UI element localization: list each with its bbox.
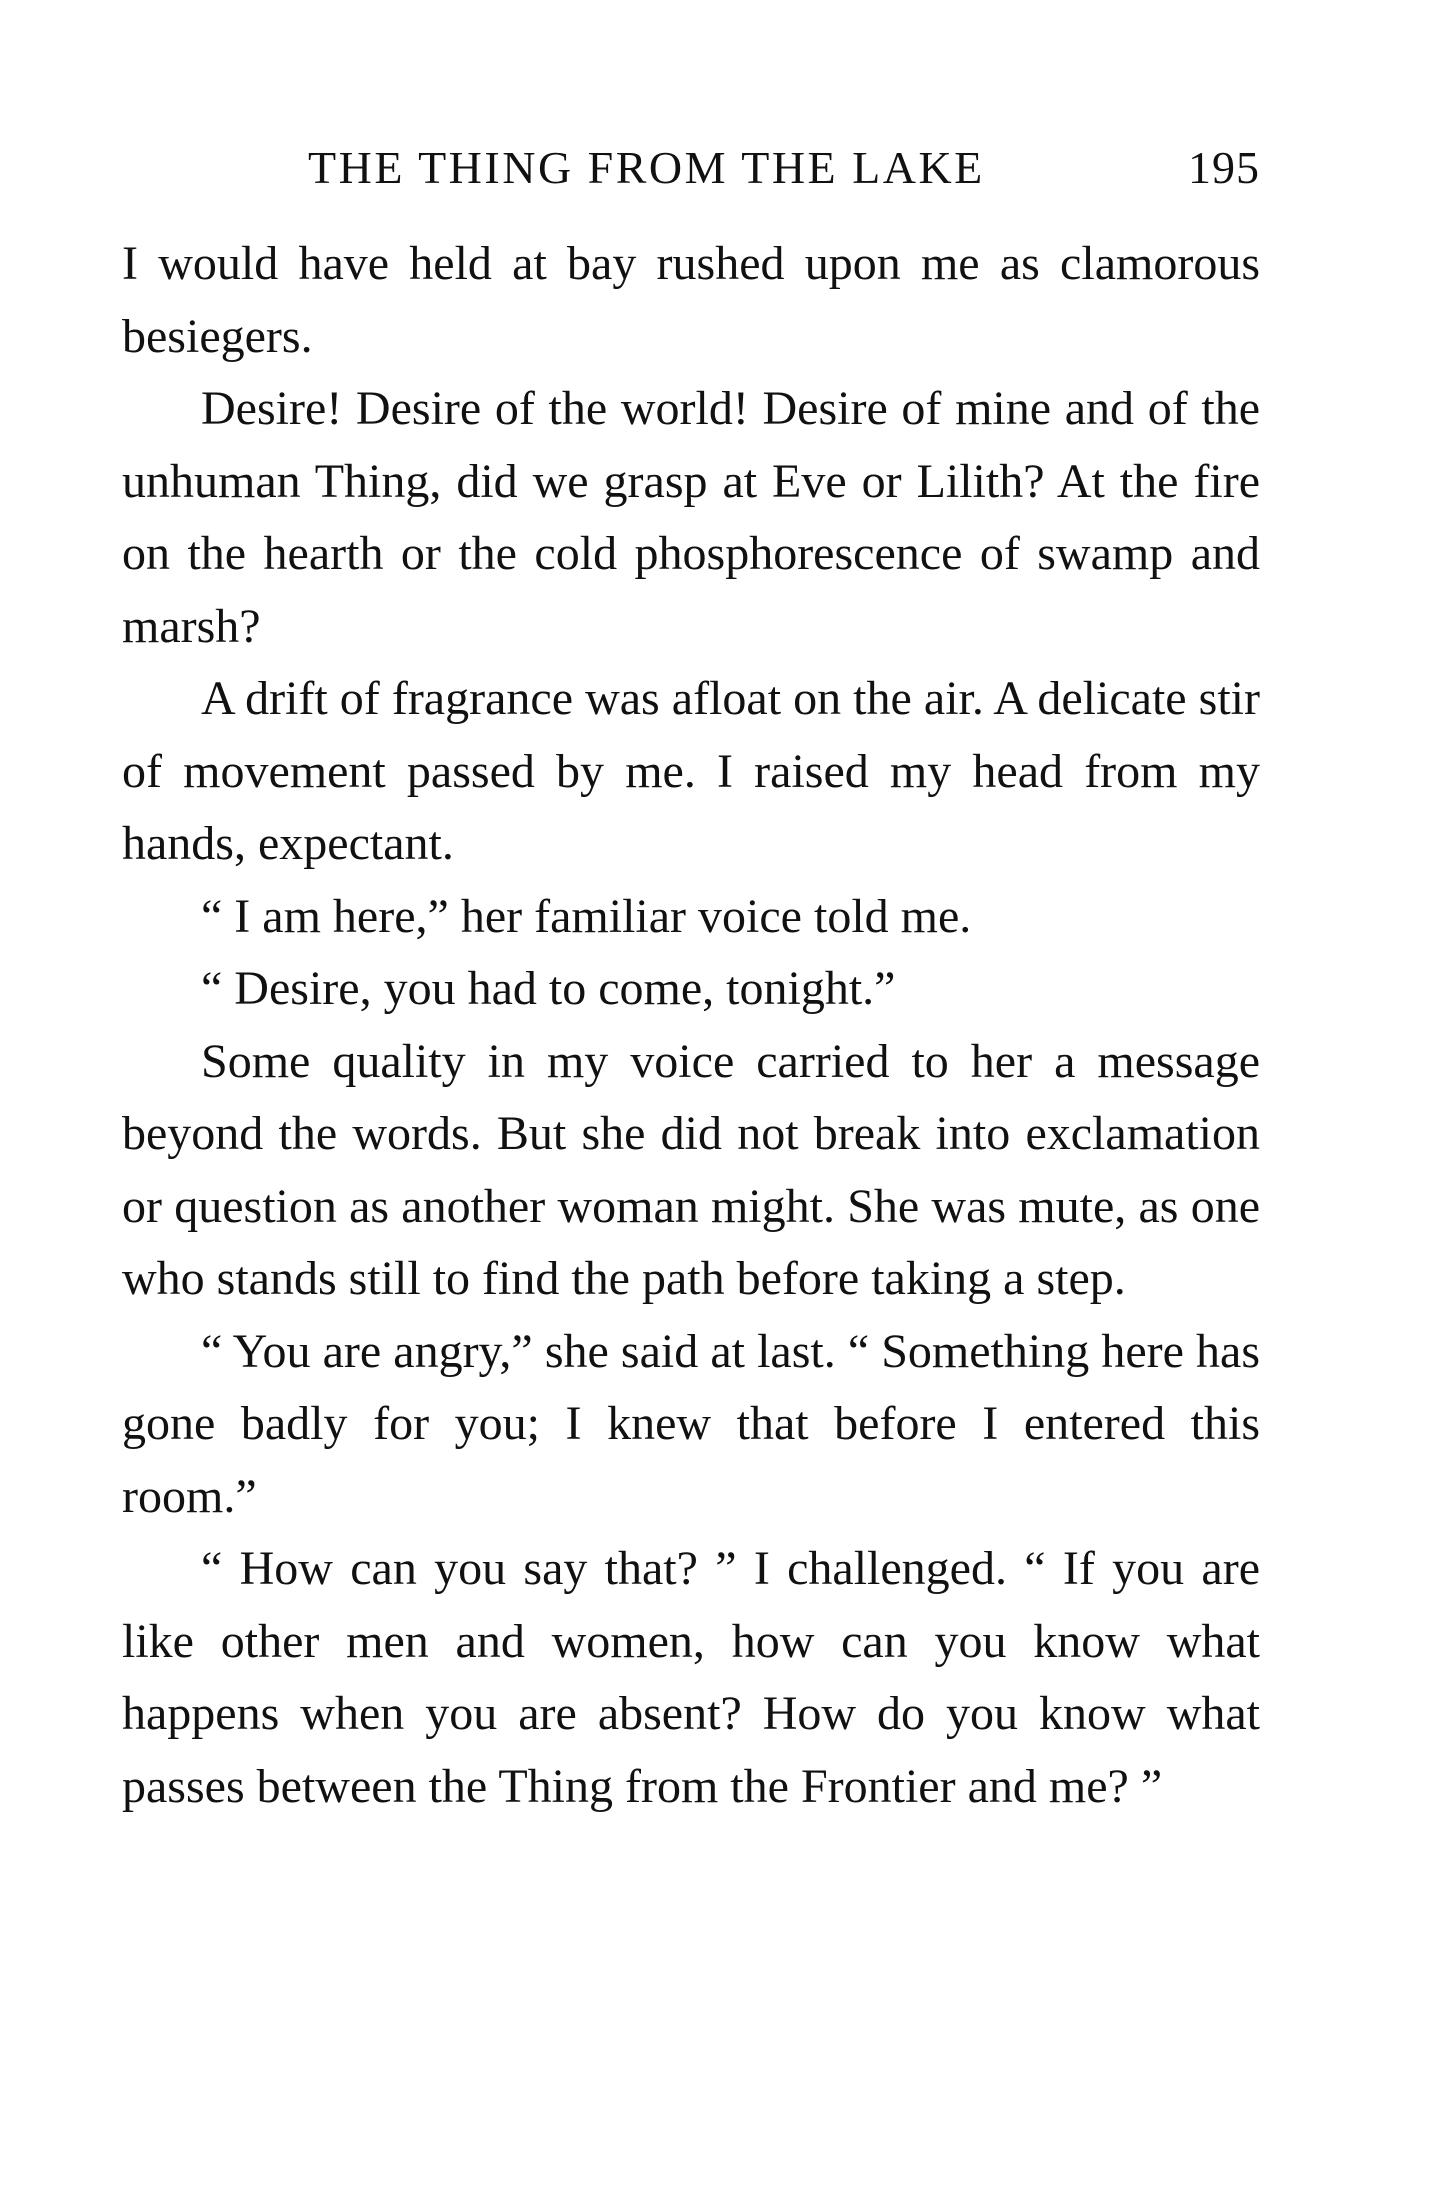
running-head [122,138,1260,198]
paragraph: “ I am here,” her familiar voice told me. [201,889,972,943]
running-title: THE THING FROM THE LAKE [308,142,985,193]
paragraph: “ You are angry,” she said at last. “ Something here has gone badly for you; I knew that before I entered this room.” [122,1324,1260,1523]
body-text [122,228,1260,1823]
paragraph: “ How can you say that? ” I challenged. “ If you are like other men and women, how can you know what happens when you are absent? How do you know what passes between the Thing from the Frontier and me? ” [122,1542,1260,1813]
paragraph: Some quality in my voice carried to her a message beyond the words. But she did not break into exclamation or question as another woman might. She was mute, as one who stands still to find the path before taking a step. [122,1034,1260,1305]
page-number: 195 [1188,142,1260,193]
paragraph: A drift of fragrance was afloat on the air. A delicate stir of movement passed by me. I raised my head from my hands, expectant. [122,672,1260,870]
paragraph: I would have held at bay rushed upon me as clamorous besiegers. [122,237,1260,363]
paragraph: Desire! Desire of the world! Desire of mine and of the unhuman Thing, did we grasp at Eve or Lilith? At the fire on the hearth or the cold phosphorescence of swamp and marsh? [122,382,1260,653]
paragraph: “ Desire, you had to come, tonight.” [201,962,896,1015]
